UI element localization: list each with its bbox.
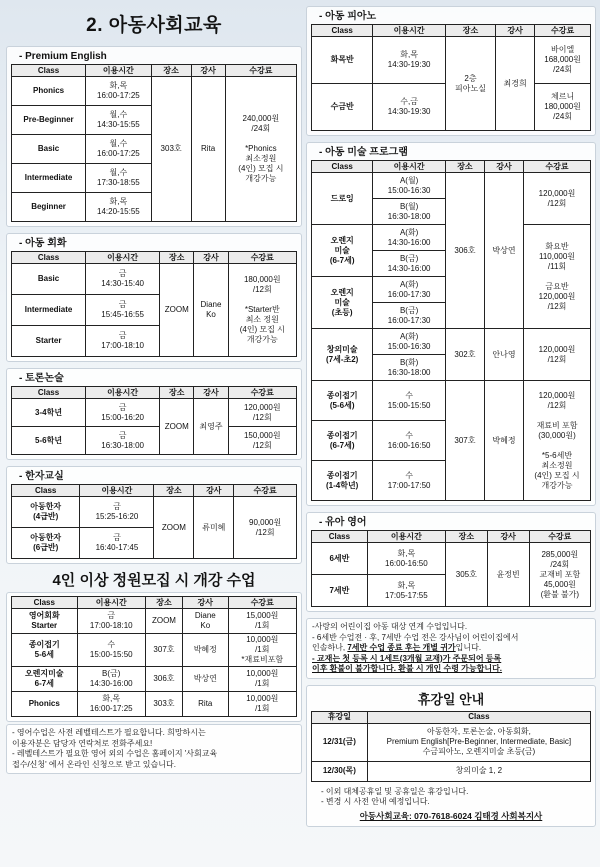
left-column <box>6 6 302 774</box>
table-row: 3-4학년 금 15:00-16:20 ZOOM 최영주 120,000원 /12회 <box>12 399 297 427</box>
table-row: Basic 금 14:30-15:40 ZOOM Diane Ko 180,000원 /12회 *Starter반 최소 정원 (4인) 모집 시 개강가능 <box>12 264 297 295</box>
kids-conversation-section <box>6 233 302 362</box>
table-header: Class 이용시간 장소 강사 수강료 <box>312 25 591 37</box>
table-row: 영어회화 Starter 금 17:00-18:10 ZOOM Diane Ko 15,000원 /1회 <box>12 609 297 634</box>
table-row: B(월) 16:30-18:00 <box>312 199 591 225</box>
note-line: 이후 환불이 불가합니다. 환불 시 개인 수령 가능합니다. <box>312 664 503 673</box>
section-heading: - 아동 미술 프로그램 <box>319 147 408 158</box>
table-row: B(금) 14:30-16:00 <box>312 251 591 277</box>
holiday-title: 휴강일 안내 <box>417 691 485 707</box>
recruit-notes <box>6 724 302 774</box>
kids-conversation-table <box>11 251 297 357</box>
contact-footer: 아동사회교육: 070-7618-6024 김태경 사회복지사 <box>359 810 543 821</box>
note-line: -사랑의 어린이집 아동 대상 연계 수업입니다. <box>312 622 468 631</box>
table-row: B(화) 16:30-18:00 <box>312 355 591 381</box>
table-row: Phonics 화,목 16:00-17:25 303호 Rita 240,000원 /24회 *Phonics 최소정원 (4인) 모집 시 개강가능 <box>12 77 297 106</box>
recruit-table <box>11 596 297 717</box>
note-line: - 6세반 수업전 · 후, 7세반 수업 전은 강사님이 어린이집에서 <box>312 632 519 642</box>
page-title: 2. 아동사회교육 <box>86 15 222 36</box>
note-line: 접수/신청' 에서 온라인 신청으로 받고 있습니다. <box>12 759 176 769</box>
table-row: 종이접기 5-6세 수 15:00-15:50 307호 박혜정 10,000원 /1회 *재료비포함 <box>12 634 297 667</box>
note-line: 인솔하나, 7세반 수업 종료 후는 개별 귀가입니다. <box>312 643 482 652</box>
table-header: Class 이용시간 장소 강사 수강료 <box>312 531 591 543</box>
premium-english-section <box>6 46 302 227</box>
section-heading: - Premium English <box>19 51 107 62</box>
premium-english-table <box>11 64 297 222</box>
table-row: 5-6학년 금 16:30-18:00 150,000원 /12회 <box>12 427 297 455</box>
table-row: 7세반 화,목 17:05-17:55 <box>312 575 591 607</box>
holiday-notes <box>311 787 591 808</box>
table-row: 종이접기 (1-4학년) 수 17:00-17:50 <box>312 461 591 501</box>
table-row: Phonics 화,목 16:00-17:25 303호 Rita 10,000원 /1회 <box>12 692 297 717</box>
holiday-table <box>311 711 591 782</box>
note-line: 이용자분은 담당자 연락처로 전화주세요! <box>12 738 153 748</box>
table-row: 종이접기 (5-6세) 수 15:00-15:50 307호 박혜정 120,000원 /12회 재료비 포함 (30,000원) *5-6세반 최소정원 (4인) 모집 시 개강가능 <box>312 381 591 421</box>
table-header: Class 이용시간 장소 강사 수강료 <box>12 485 297 497</box>
art-table <box>311 160 591 501</box>
section-heading: - 토론논술 <box>19 373 64 384</box>
table-row: 창의미술 (7세-초2) A(화) 15:00-16:30 302호 안나영 120,000원 /12회 <box>312 329 591 355</box>
infant-english-section <box>306 512 596 612</box>
table-row: Intermediate 월,수 17:30-18:55 <box>12 164 297 193</box>
table-row: 12/31(금) 아동한자, 토론논술, 아동회화, Premium English[Pre-Beginner, Intermediate, Basic] 수금피아노, 오렌지미술 초등(금) <box>312 723 591 761</box>
table-row: Intermediate 금 15:45-16:55 <box>12 295 297 326</box>
table-row: Basic 월,수 16:00-17:25 <box>12 135 297 164</box>
table-header: Class 이용시간 장소 강사 수강료 <box>12 387 297 399</box>
table-row: 12/30(목) 창의미술 1, 2 <box>312 761 591 781</box>
table-row: Beginner 화,목 14:20-15:55 <box>12 193 297 222</box>
table-row: 아동한자 (4급반) 금 15:25-16:20 ZOOM 류미혜 90,000원 /12회 <box>12 497 297 528</box>
table-header: Class 이용시간 장소 강사 수강료 <box>312 161 591 173</box>
table-row: 아동한자 (6급반) 금 16:40-17:45 <box>12 528 297 559</box>
debate-table <box>11 386 297 455</box>
table-header: Class 이용시간 장소 강사 수강료 <box>12 252 297 264</box>
note-line: - 변경 시 사전 안내 예정입니다. <box>321 797 430 806</box>
table-row: 오렌지 미술 (6-7세) A(화) 14:30-16:00 화요반 110,000원 /11회 금요반 120,000원 /12회 <box>312 225 591 251</box>
table-header: 휴강일 Class <box>312 711 591 723</box>
table-header: Class 이용시간 장소 강사 수강료 <box>12 597 297 609</box>
table-row: 종이접기 (6-7세) 수 16:00-16:50 <box>312 421 591 461</box>
art-section <box>306 142 596 506</box>
section-heading: - 아동 회화 <box>19 238 67 249</box>
section-heading: - 유아 영어 <box>319 517 367 528</box>
table-row: 화목반 화,목 14:30-19:30 2층 피아노실 최경희 바이엘 168,000원 /24회 <box>312 37 591 84</box>
table-row: 드로잉 A(월) 15:00-16:30 306호 박상연 120,000원 /12회 <box>312 173 591 199</box>
table-row: 오렌지미술 6-7세 B(금) 14:30-16:00 306호 박상연 10,000원 /1회 <box>12 667 297 692</box>
table-row: Pre-Beginner 월,수 14:30-15:55 <box>12 106 297 135</box>
infant-english-table <box>311 530 591 607</box>
note-line: - 교재는 첫 등록 시 1세트(3개월 교재)가 주문되어 등록 <box>312 653 502 663</box>
debate-section <box>6 368 302 460</box>
right-column <box>306 6 596 833</box>
hanja-table <box>11 484 297 559</box>
note-line: - 영어수업은 사전 레벨테스트가 필요합니다. 희망하시는 <box>12 728 206 737</box>
note-line: - 이외 대체공휴일 및 공휴일은 휴강입니다. <box>321 786 469 796</box>
section-heading: - 한자교실 <box>19 471 64 482</box>
table-row: 오렌지 미술 (초등) A(화) 16:00-17:30 <box>312 277 591 303</box>
section-heading: - 아동 피아노 <box>319 11 377 22</box>
holiday-section <box>306 685 596 827</box>
recruit-title: 4인 이상 정원모집 시 개강 수업 <box>52 572 256 589</box>
note-line: - 레벨테스트가 필요한 영어 외의 수업은 홈페이지 '사회교육 <box>12 749 218 758</box>
table-row: B(금) 16:00-17:30 <box>312 303 591 329</box>
piano-table <box>311 24 591 131</box>
recruit-section <box>6 592 302 722</box>
hanja-section <box>6 466 302 564</box>
table-row: Starter 금 17:00-18:10 <box>12 326 297 357</box>
table-header: Class 이용시간 장소 강사 수강료 <box>12 65 297 77</box>
table-row: 6세반 화,목 16:00-16:50 305호 윤정빈 285,000원 /24회 교재비 포함 45,000원 (환불 불가) <box>312 543 591 575</box>
infant-english-notes <box>306 618 596 679</box>
table-row: 수금반 수,금 14:30-19:30 체르니 180,000원 /24회 <box>312 84 591 131</box>
piano-section <box>306 6 596 136</box>
